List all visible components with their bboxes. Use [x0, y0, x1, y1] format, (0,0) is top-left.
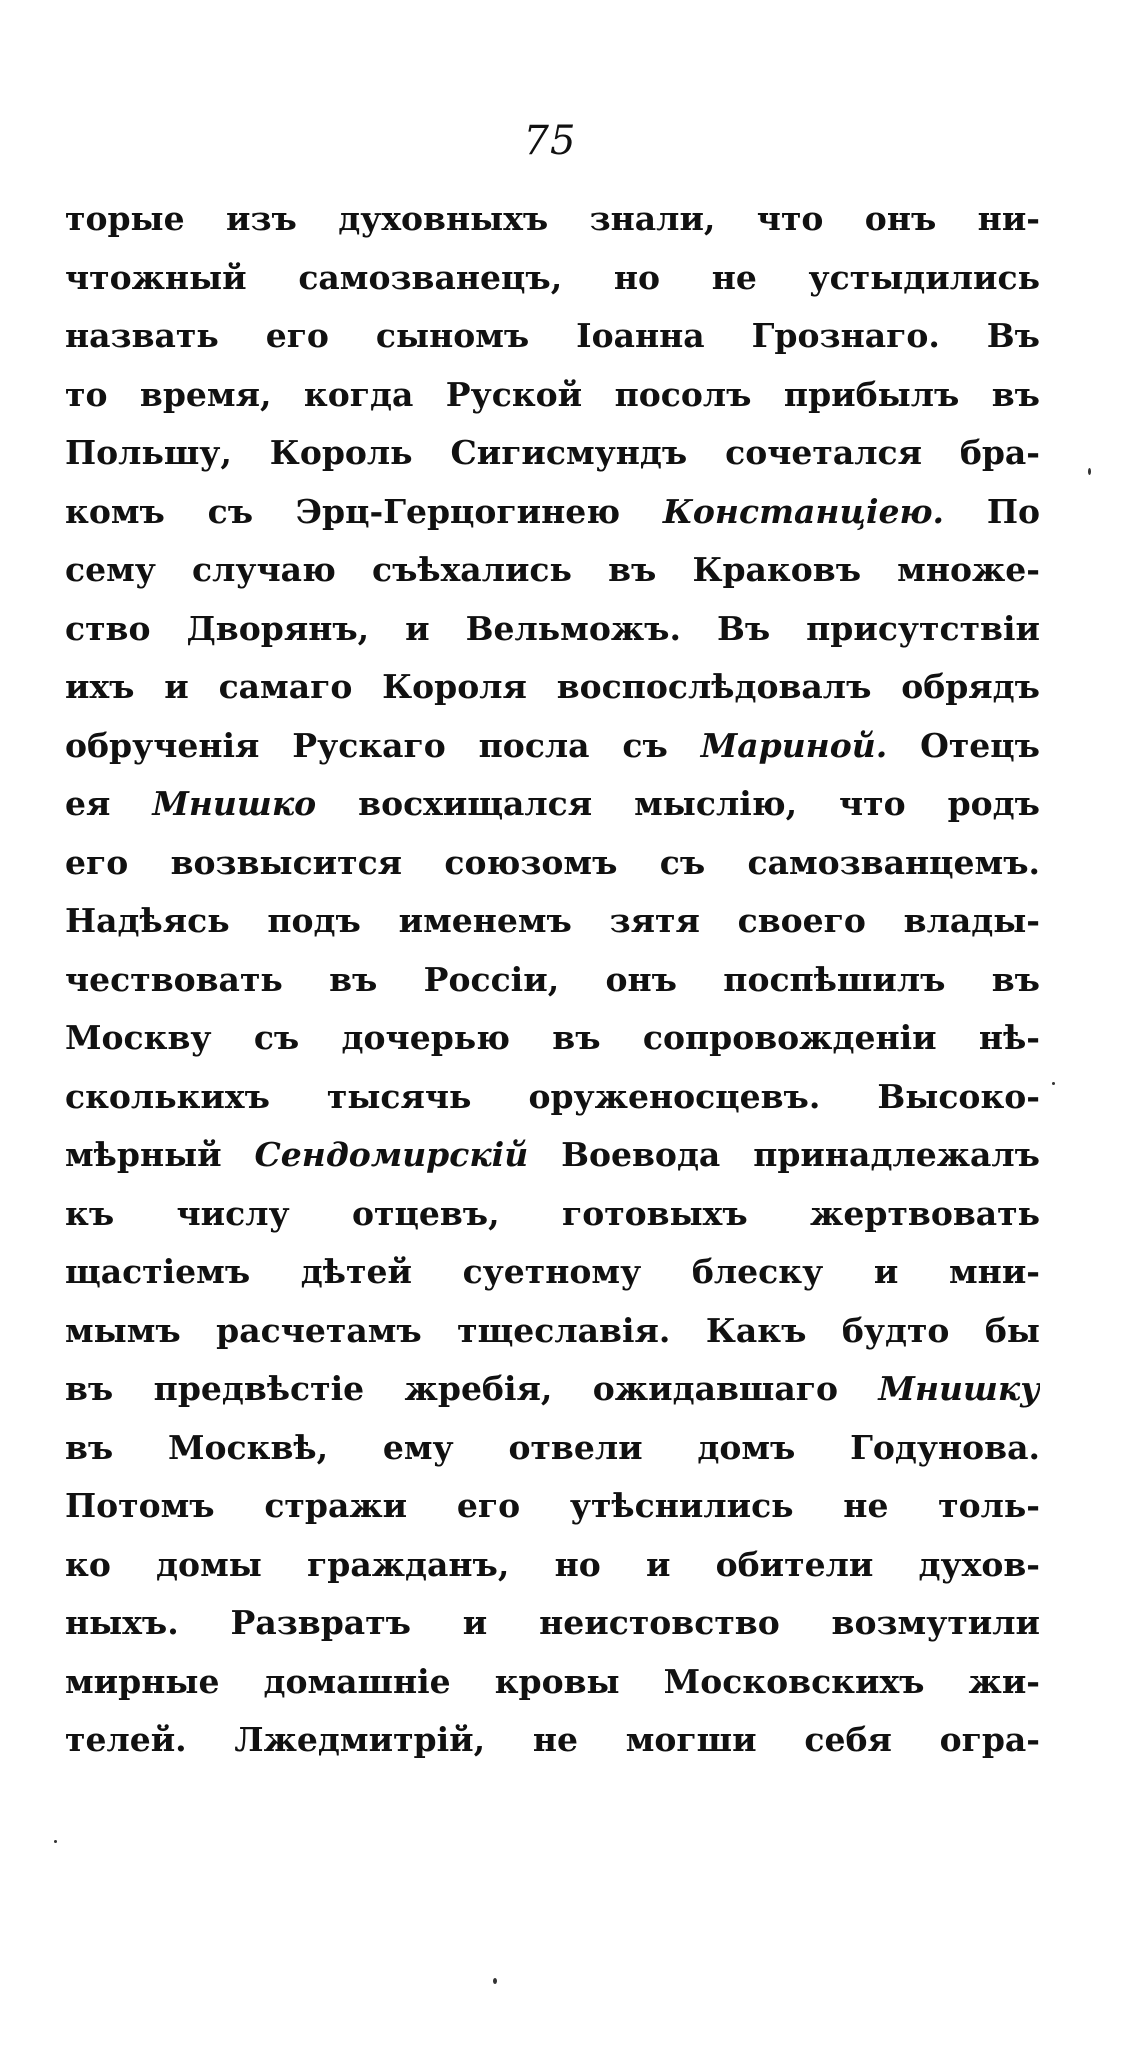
text-line [65, 249, 1040, 308]
text-line [65, 658, 1040, 717]
text-segment: Польшу, Король Сигисмундъ сочетался бра- [65, 433, 1040, 472]
text-line [65, 717, 1040, 776]
italic-name: Мнишку [878, 1369, 1040, 1408]
text-line [65, 1068, 1040, 1127]
text-segment: По [944, 491, 1040, 531]
text-line [65, 541, 1040, 600]
text-line [65, 366, 1040, 425]
text-segment: ихъ и самаго Короля воспослѣдовалъ обрядъ [65, 667, 1040, 706]
print-speck [493, 1978, 497, 1984]
text-segment: ныхъ. Развратъ и неистовство возмутили [65, 1603, 1040, 1642]
italic-name: Констанціею. [662, 491, 945, 531]
text-segment: щастіемъ дѣтей суетному блеску и мни- [65, 1252, 1040, 1291]
text-segment: чтожный самозванецъ, но не устыдились [65, 257, 1040, 297]
print-speck [54, 1840, 57, 1843]
text-segment: то время, когда Руской посолъ прибылъ въ [65, 374, 1040, 414]
text-segment: ство Дворянъ, и Вельможъ. Въ присутствіи [65, 608, 1040, 648]
italic-name: Сендомирскій [254, 1135, 529, 1174]
text-segment: чествовать въ Россіи, онъ поспѣшилъ въ [65, 959, 1040, 999]
print-speck [1052, 1082, 1055, 1085]
text-segment: Надѣясь подъ именемъ зятя своего влады- [65, 901, 1040, 940]
text-segment: назвать его сыномъ Іоанна Грознаго. Въ [65, 316, 1040, 355]
text-segment: торые изъ духовныхъ знали, что онъ ни- [65, 199, 1040, 238]
text-segment: телей. Лжедмитрій, не могши себя огра- [65, 1720, 1040, 1759]
text-segment: восхищался мыслію, что родъ [316, 784, 1040, 823]
text-segment: мымъ расчетамъ тщеславія. Какъ будто бы [65, 1310, 1040, 1350]
text-segment: мѣрный [65, 1135, 255, 1174]
text-line [65, 307, 1040, 366]
text-line [65, 1126, 1040, 1185]
text-line [65, 190, 1040, 249]
text-line [65, 775, 1040, 834]
text-segment: сему случаю съѣхались въ Краковъ множе- [65, 550, 1040, 589]
text-segment: обрученія Рускаго посла съ [65, 725, 701, 765]
print-speck [1088, 468, 1091, 475]
body-text [65, 190, 1040, 1770]
text-line [65, 892, 1040, 951]
text-line [65, 1711, 1040, 1770]
text-segment: Москву съ дочерью въ сопровожденіи нѣ- [65, 1018, 1040, 1057]
italic-name: Мнишко [152, 784, 317, 823]
text-line [65, 600, 1040, 659]
text-line [65, 424, 1040, 483]
text-line [65, 1360, 1040, 1419]
text-line [65, 1419, 1040, 1478]
text-line [65, 1302, 1040, 1361]
text-segment: комъ съ Эрц-Герцогинею [65, 491, 663, 531]
text-line [65, 483, 1040, 542]
text-line [65, 1477, 1040, 1536]
text-segment: его возвысится союзомъ съ самозванцемъ. [65, 842, 1040, 882]
text-segment: мирные домашніе кровы Московскихъ жи- [65, 1661, 1040, 1701]
text-segment: ко домы гражданъ, но и обители духов- [65, 1544, 1040, 1584]
italic-name: Мариной. [700, 725, 888, 765]
text-line [65, 1594, 1040, 1653]
text-segment: Воевода принадлежалъ [528, 1135, 1040, 1174]
text-line [65, 1185, 1040, 1244]
text-line [65, 1009, 1040, 1068]
text-line [65, 834, 1040, 893]
text-segment: сколькихъ тысячь оруженосцевъ. Высоко- [65, 1076, 1040, 1116]
text-segment: Потомъ стражи его утѣснились не толь- [65, 1486, 1040, 1525]
page-number: 75 [523, 118, 577, 164]
text-line [65, 1536, 1040, 1595]
text-segment: ея [65, 784, 153, 823]
text-line [65, 1243, 1040, 1302]
text-line [65, 951, 1040, 1010]
text-segment: въ Москвѣ, ему отвели домъ Годунова. [65, 1427, 1040, 1467]
text-line [65, 1653, 1040, 1712]
text-segment: въ предвѣстіе жребія, ожидавшаго [65, 1369, 879, 1408]
text-segment: Отецъ [887, 725, 1040, 765]
text-segment: къ числу отцевъ, готовыхъ жертвовать [65, 1193, 1040, 1233]
